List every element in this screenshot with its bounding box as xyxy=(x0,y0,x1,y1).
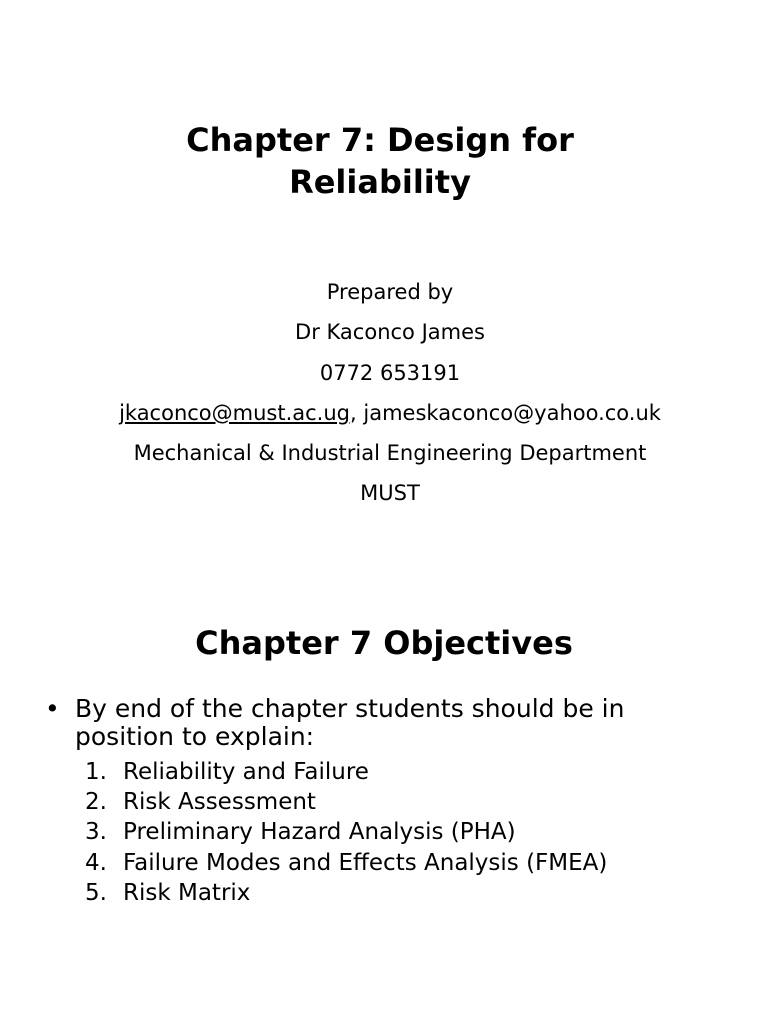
slide-title xyxy=(0,119,760,203)
author-name: Dr Kaconco James xyxy=(295,320,485,345)
email-line xyxy=(0,398,768,438)
list-item xyxy=(0,787,768,817)
email-separator: , xyxy=(350,400,364,425)
email-secondary: jameskaconco@yahoo.co.uk xyxy=(363,400,661,425)
list-item-text: Preliminary Hazard Analysis (PHA) xyxy=(123,819,516,846)
list-item-text: Failure Modes and Effects Analysis (FMEA) xyxy=(123,849,608,876)
list-number: 3. xyxy=(85,819,107,846)
institution-name: MUST xyxy=(360,481,420,506)
list-item xyxy=(0,848,768,878)
title-line-2: Reliability xyxy=(289,163,471,201)
list-item xyxy=(0,878,768,908)
list-item xyxy=(0,817,768,847)
list-item-text: Risk Assessment xyxy=(123,789,316,816)
list-number: 4. xyxy=(85,849,107,876)
bullet-text: By end of the chapter students should be in position to explain: xyxy=(75,694,625,751)
list-item-text: Risk Matrix xyxy=(123,879,251,906)
objectives-slide xyxy=(0,512,768,1024)
objectives-title: Chapter 7 Objectives xyxy=(195,624,573,662)
list-item xyxy=(0,757,768,787)
bullet-item xyxy=(0,695,715,751)
title-line-1: Chapter 7: Design for xyxy=(186,121,574,159)
list-item-text: Reliability and Failure xyxy=(123,759,369,785)
prepared-by-label: Prepared by xyxy=(326,280,454,304)
objectives-list xyxy=(0,757,768,908)
list-number: 5. xyxy=(85,879,107,906)
phone-number: 0772 653191 xyxy=(319,360,461,385)
objectives-content xyxy=(0,695,768,924)
department-name: Mechanical & Industrial Engineering Department xyxy=(133,441,647,466)
list-number: 2. xyxy=(85,789,107,816)
email-link-primary[interactable]: jkaconco@must.ac.ug xyxy=(119,400,351,425)
list-number: 1. xyxy=(85,759,107,785)
bullet-icon: • xyxy=(45,694,60,723)
author-info xyxy=(0,277,768,519)
